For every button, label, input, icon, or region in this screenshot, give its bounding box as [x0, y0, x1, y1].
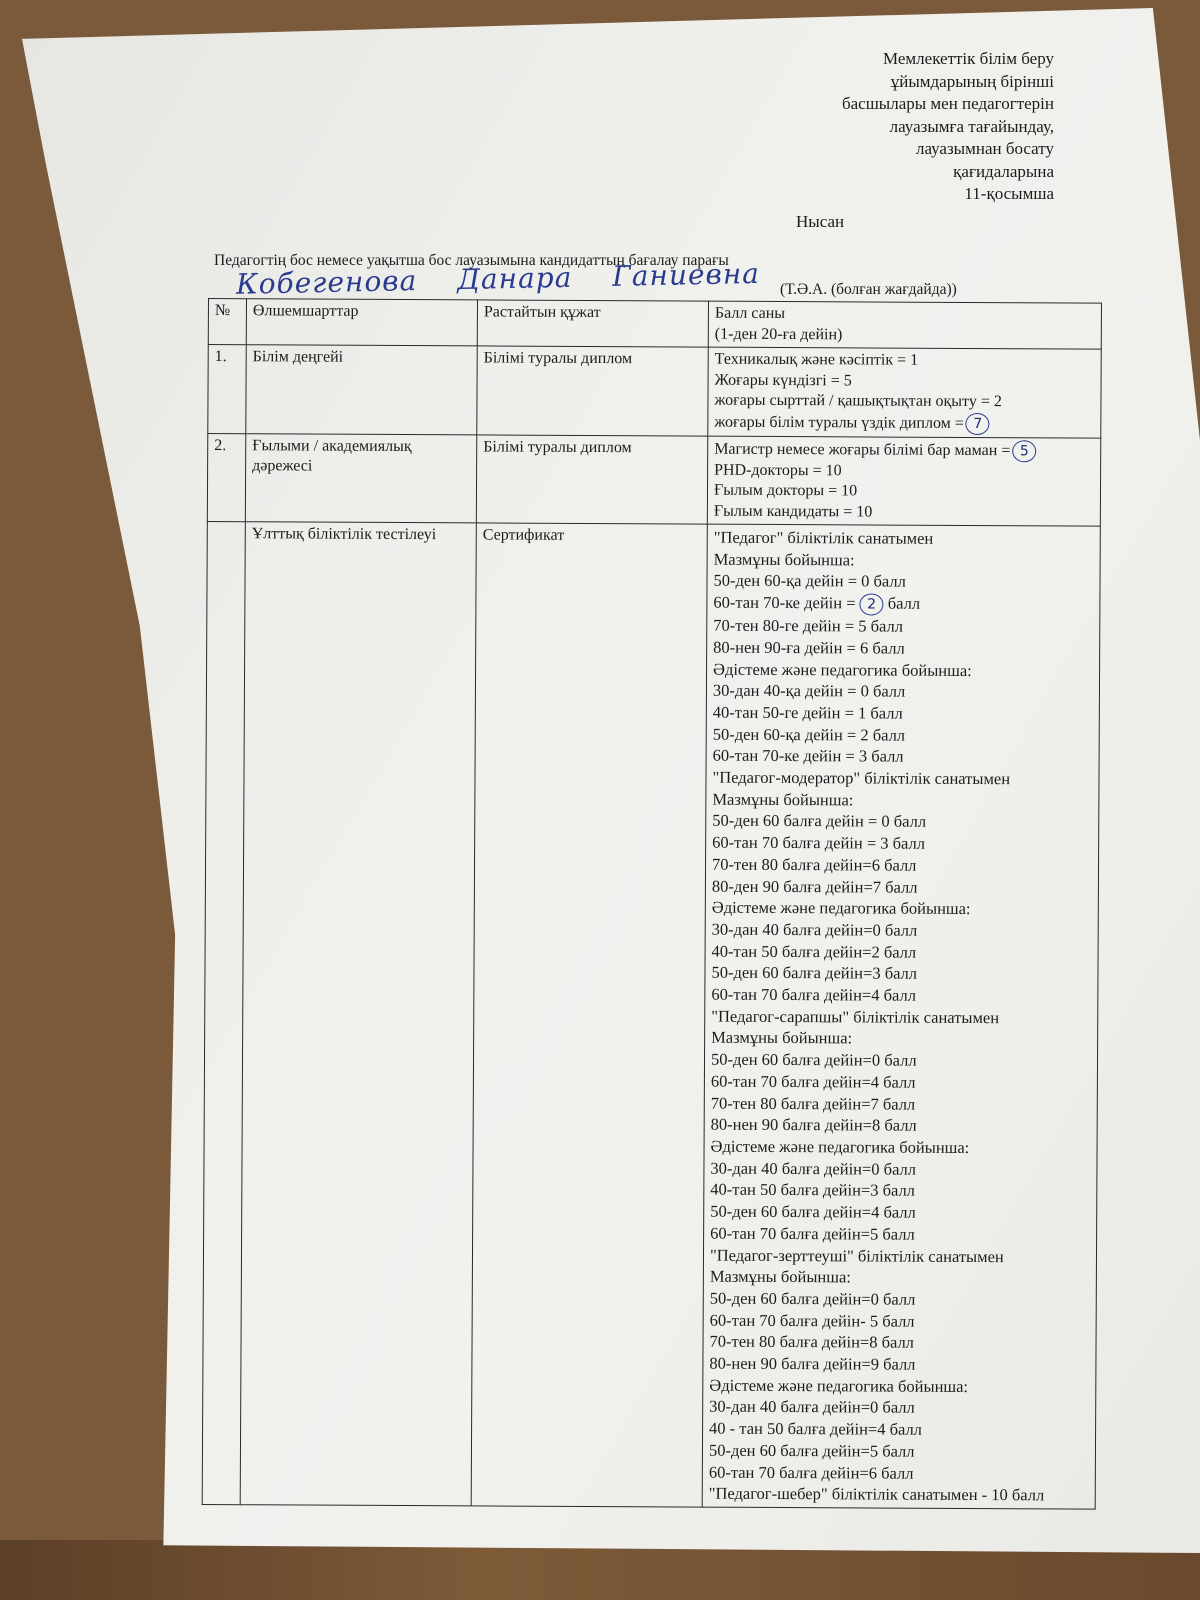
row-document: Білімі туралы диплом [477, 346, 708, 436]
score-line: 30-дан 40 балға дейін=0 балл [710, 1158, 917, 1179]
score-line: 30-дан 40 балға дейін=0 балл [711, 919, 918, 940]
score-line: 70-тен 80-ге дейін = 5 балл [713, 615, 904, 636]
row-number [202, 521, 245, 1504]
score-line: 60-тан 70 балға дейін=6 балл [708, 1462, 914, 1483]
score-line: 40-тан 50 балға дейін=3 балл [710, 1180, 915, 1201]
candidate-first-name: Данара [456, 260, 573, 297]
appendix-line: ұйымдарының бірінші [890, 71, 1054, 91]
score-line: 50-ден 60 балға дейін = 0 балл [712, 811, 927, 832]
header-document: Растайтын құжат [477, 300, 708, 347]
score-line: Әдістеме және педагогика бойынша: [713, 659, 972, 680]
score-line [714, 438, 1094, 462]
form-label: Нысан [796, 212, 845, 231]
score-line: 70-тен 80 балға дейін=8 балл [709, 1331, 914, 1353]
score-line: 50-ден 60 балға дейін=5 балл [708, 1440, 915, 1461]
header-criteria: Өлшемшарттар [246, 299, 477, 346]
candidate-surname: Кобегенова [235, 264, 418, 301]
score-line: 50-ден 60 балға дейін=0 балл [710, 1049, 917, 1070]
table-row [202, 521, 1100, 1509]
score-line: 60-тан 70 балға дейін = 3 балл [712, 832, 926, 853]
fio-note: (Т.Ә.А. (болған жағдайда)) [780, 281, 957, 298]
header-score-title: Балл саны [714, 304, 786, 323]
row-score [702, 524, 1100, 1509]
score-line: 40-тан 50-ге дейін = 1 балл [712, 702, 903, 723]
header-number: № [208, 299, 246, 345]
score-line-text: балл [883, 593, 921, 613]
row-criteria: Ғылыми / академиялық дәрежесі [245, 433, 476, 523]
header-score [708, 301, 1101, 349]
score-line: 60-тан 70-ке дейін = 3 балл [712, 745, 904, 766]
appendix-line: басшылары мен педагогтерін [841, 94, 1054, 113]
score-line: 50-ден 60 балға дейін=4 балл [710, 1201, 916, 1222]
score-line: "Педагог-модератор" біліктілік санатымен [712, 767, 1011, 789]
candidate-patronymic: Ганиевна [611, 256, 761, 293]
score-line: Мазмұны бойынша: [711, 1028, 853, 1048]
header-score-range: (1-ден 20-ға дейін) [714, 325, 843, 343]
score-line: 70-тен 80 балға дейін=6 балл [711, 854, 917, 875]
score-line: PHD-докторы = 10 [714, 461, 842, 479]
row-criteria: Ұлттық біліктілік тестілеуі [240, 522, 476, 1506]
score-line: 70-тен 80 балға дейін=7 балл [710, 1093, 916, 1114]
score-line: Әдістеме және педагогика бойынша: [711, 897, 971, 919]
score-line: жоғары сырттай / қашықтықтан оқыту = 2 [714, 391, 1002, 411]
score-line: Ғылым кандидаты = 10 [713, 502, 873, 520]
sheet-title: Педагогтің бос немесе уақытша бос лауазымына кандидаттың бағалау парағы [214, 252, 729, 269]
score-line: 80-нен 90-ға дейін = 6 балл [713, 637, 905, 658]
score-line: 30-дан 40-қа дейін = 0 балл [712, 680, 906, 701]
score-line: 80-нен 90 балға дейін=8 балл [710, 1114, 917, 1136]
score-line: Әдістеме және педагогика бойынша: [710, 1136, 970, 1157]
score-line: "Педагог" біліктілік санатымен [713, 527, 934, 548]
score-line: 40 - тан 50 балға дейін=4 балл [709, 1418, 922, 1439]
score-line-text: жоғары білім туралы үздік диплом = [714, 413, 964, 432]
score-line: Ғылым докторы = 10 [713, 481, 858, 500]
appendix-header [654, 48, 1054, 206]
score-line: "Педагог-шебер" біліктілік санатымен - 10 балл [708, 1483, 1045, 1505]
score-line: 50-ден 60-қа дейін = 0 балл [713, 571, 906, 592]
score-line: 30-дан 40 балға дейін=0 балл [709, 1397, 915, 1418]
table-row [207, 433, 1100, 526]
row-number: 2. [207, 433, 245, 522]
handwritten-circled-mark: 5 [1012, 440, 1036, 462]
score-line: "Педагог-зерттеуші" біліктілік санатымен [709, 1245, 1004, 1266]
appendix-line: қағидаларына [953, 161, 1054, 181]
appendix-line: Мемлекеттік білім беру [882, 49, 1054, 68]
table-header-row [208, 299, 1101, 350]
score-line: 50-ден 60 балға дейін=3 балл [711, 963, 918, 984]
score-line: Мазмұны бойынша: [713, 549, 855, 570]
score-line: Жоғары күндізгі = 5 [714, 371, 852, 389]
appendix-line: 11-қосымша [964, 184, 1054, 203]
score-line: 60-тан 70 балға дейін=4 балл [710, 1071, 916, 1092]
row-criteria: Білім деңгейі [246, 345, 477, 435]
score-line: 60-тан 70 балға дейін=4 балл [711, 984, 917, 1005]
score-line: Техникалық және кәсіптік = 1 [714, 350, 919, 369]
evaluation-table [202, 298, 1102, 1510]
score-line-text: 60-тан 70-ке дейін = [713, 592, 860, 613]
row-document: Сертификат [471, 523, 707, 1507]
score-line: 50-ден 60 балға дейін=0 балл [709, 1288, 916, 1309]
score-line: Мазмұны бойынша: [709, 1266, 851, 1287]
score-line: 80-нен 90 балға дейін=9 балл [709, 1353, 916, 1374]
appendix-line: лауазымнан босату [915, 139, 1054, 158]
score-line: Әдістеме және педагогика бойынша: [709, 1375, 969, 1396]
score-line-text: Магистр немесе жоғары білімі бар маман = [714, 440, 1011, 459]
score-line: 50-ден 60-қа дейін = 2 балл [712, 724, 906, 745]
handwritten-circled-mark: 7 [966, 412, 990, 434]
score-line: 60-тан 70 балға дейін=5 балл [710, 1223, 915, 1244]
handwritten-circled-mark: 2 [860, 594, 884, 616]
score-line: Мазмұны бойынша: [712, 789, 854, 810]
score-line: 60-тан 70 балға дейін- 5 балл [709, 1310, 915, 1331]
score-line [714, 411, 1094, 435]
score-line: "Педагог-сарапшы" біліктілік санатымен [711, 1006, 1000, 1027]
row-number: 1. [208, 345, 246, 434]
score-line [713, 592, 1093, 617]
score-line: 40-тан 50 балға дейін=2 балл [711, 941, 917, 962]
score-line: 80-ден 90 балға дейін=7 балл [711, 876, 918, 897]
table-row [208, 345, 1101, 438]
row-score [707, 436, 1100, 527]
row-document: Білімі туралы диплом [476, 434, 707, 524]
appendix-line: лауазымға тағайындау, [889, 116, 1054, 136]
row-score [708, 347, 1101, 438]
